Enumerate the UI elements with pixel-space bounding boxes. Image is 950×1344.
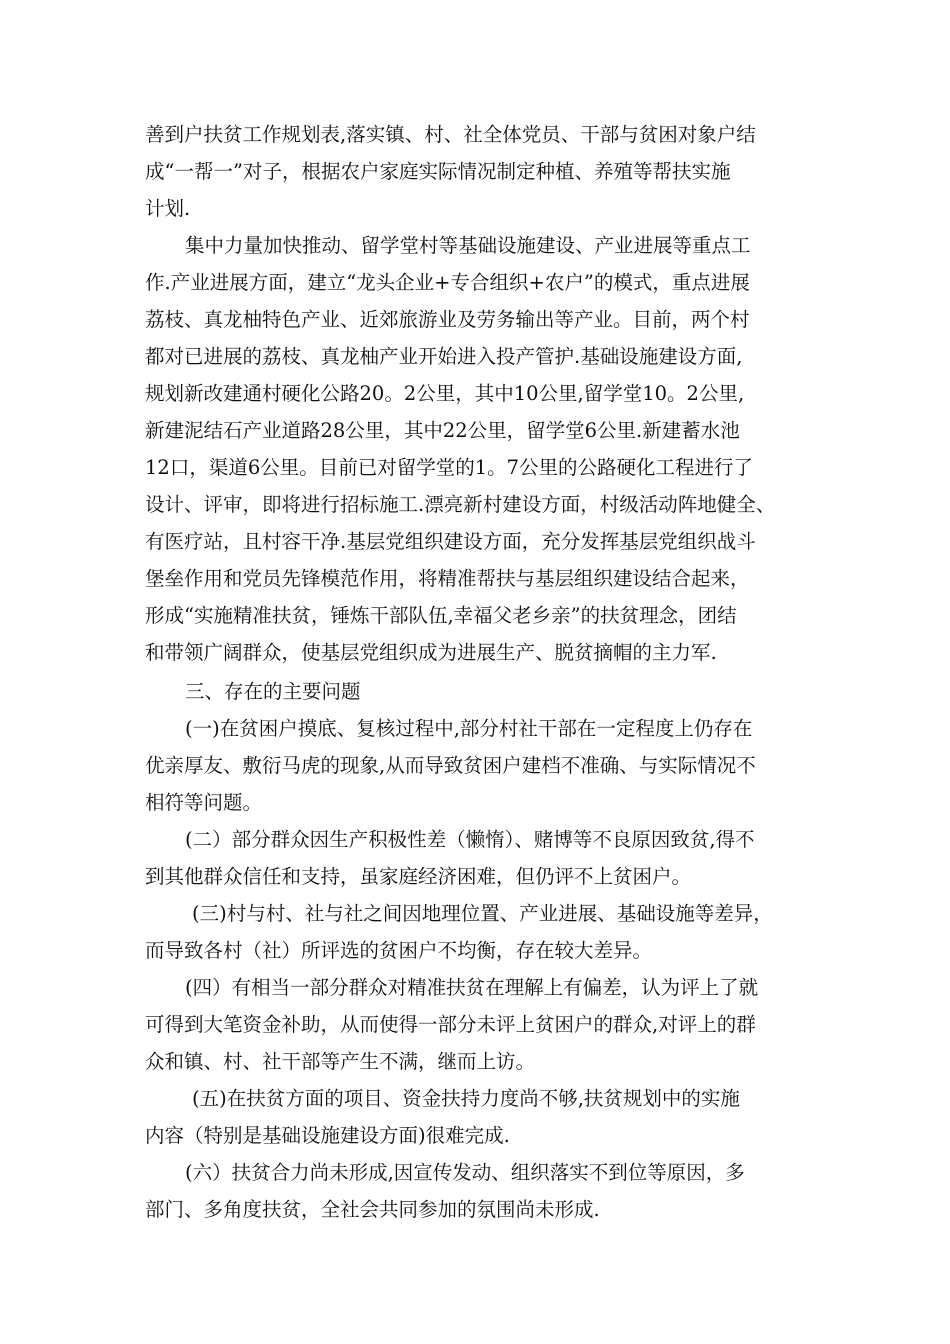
text-line: 规划新改建通村硬化公路20。2公里，其中10公里,留学堂10。2公里,: [145, 382, 745, 405]
text-line: 堡垒作用和党员先锋模范作用，将精准帮扶与基层组织建设结合起来，: [145, 567, 750, 590]
paragraph-start-line: (二）部分群众因生产积极性差（懒惰）、赌博等不良原因致贫,得不: [185, 828, 755, 851]
text-line: 都对已进展的荔枝、真龙柚产业开始进入投产管护.基础设施建设方面,: [145, 345, 743, 368]
paragraph-start-line: (五)在扶贫方面的项目、资金扶持力度尚不够,扶贫规划中的实施: [192, 1087, 740, 1110]
text-line: 众和镇、村、社干部等产生不满，继而上访。: [145, 1050, 536, 1073]
paragraph-start-line: (一)在贫困户摸底、复核过程中,部分村社干部在一定程度上仍存在: [185, 717, 753, 740]
text-line: 可得到大笔资金补助，从而使得一部分未评上贫困户的群众,对评上的群: [145, 1013, 756, 1036]
text-line: 设计、评审，即将进行招标施工.漂亮新村建设方面，村级活动阵地健全、: [145, 493, 776, 516]
text-line: 新建泥结石产业道路28公里，其中22公里，留学堂6公里.新建蓄水池: [145, 419, 740, 442]
paragraph-start-line: (四）有相当一部分群众对精准扶贫在理解上有偏差，认为评上了就: [185, 976, 759, 999]
text-line: 相符等问题。: [145, 791, 263, 814]
text-line: 12口，渠道6公里。目前已对留学堂的1。7公里的公路硬化工程进行了: [145, 456, 754, 479]
paragraph-start-line: (三)村与村、社与社之间因地理位置、产业进展、基础设施等差异，: [192, 902, 773, 925]
text-line: 到其他群众信任和支持，虽家庭经济困难，但仍评不上贫困户。: [145, 865, 692, 888]
paragraph-start-line: (六）扶贫合力尚未形成,因宣传发动、组织落实不到位等原因，多: [185, 1161, 745, 1184]
section-heading: 三、存在的主要问题: [185, 680, 361, 703]
text-line: 作.产业进展方面，建立“龙头企业+专合组织+农户”的模式，重点进展: [145, 271, 750, 294]
text-line: 有医疗站，且村容干净.基层党组织建设方面，充分发挥基层党组织战斗: [145, 530, 756, 553]
text-line: 而导致各村（社）所评选的贫困户不均衡，存在较大差异。: [145, 939, 653, 962]
paragraph-start-line: 集中力量加快推动、留学堂村等基础设施建设、产业进展等重点工: [185, 234, 751, 257]
text-line: 优亲厚友、敷衍马虎的现象,从而导致贫困户建档不准确、与实际情况不: [145, 754, 756, 777]
text-line: 和带领广阔群众，使基层党组织成为进展生产、脱贫摘帽的主力军.: [145, 641, 717, 664]
text-line: 成“一帮一”对子，根据农户家庭实际情况制定种植、养殖等帮扶实施: [145, 160, 731, 183]
text-line: 善到户扶贫工作规划表,落实镇、村、社全体党员、干部与贫困对象户结: [145, 123, 756, 146]
text-line: 形成“实施精准扶贫，锤炼干部队伍,幸福父老乡亲”的扶贫理念，团结: [145, 604, 737, 627]
text-line: 荔枝、真龙柚特色产业、近郊旅游业及劳务输出等产业。目前，两个村: [145, 308, 750, 331]
text-line: 部门、多角度扶贫，全社会共同参加的氛围尚未形成.: [145, 1198, 600, 1221]
text-line: 内容（特别是基础设施建设方面)很难完成.: [145, 1124, 510, 1147]
text-line: 计划.: [145, 197, 191, 220]
